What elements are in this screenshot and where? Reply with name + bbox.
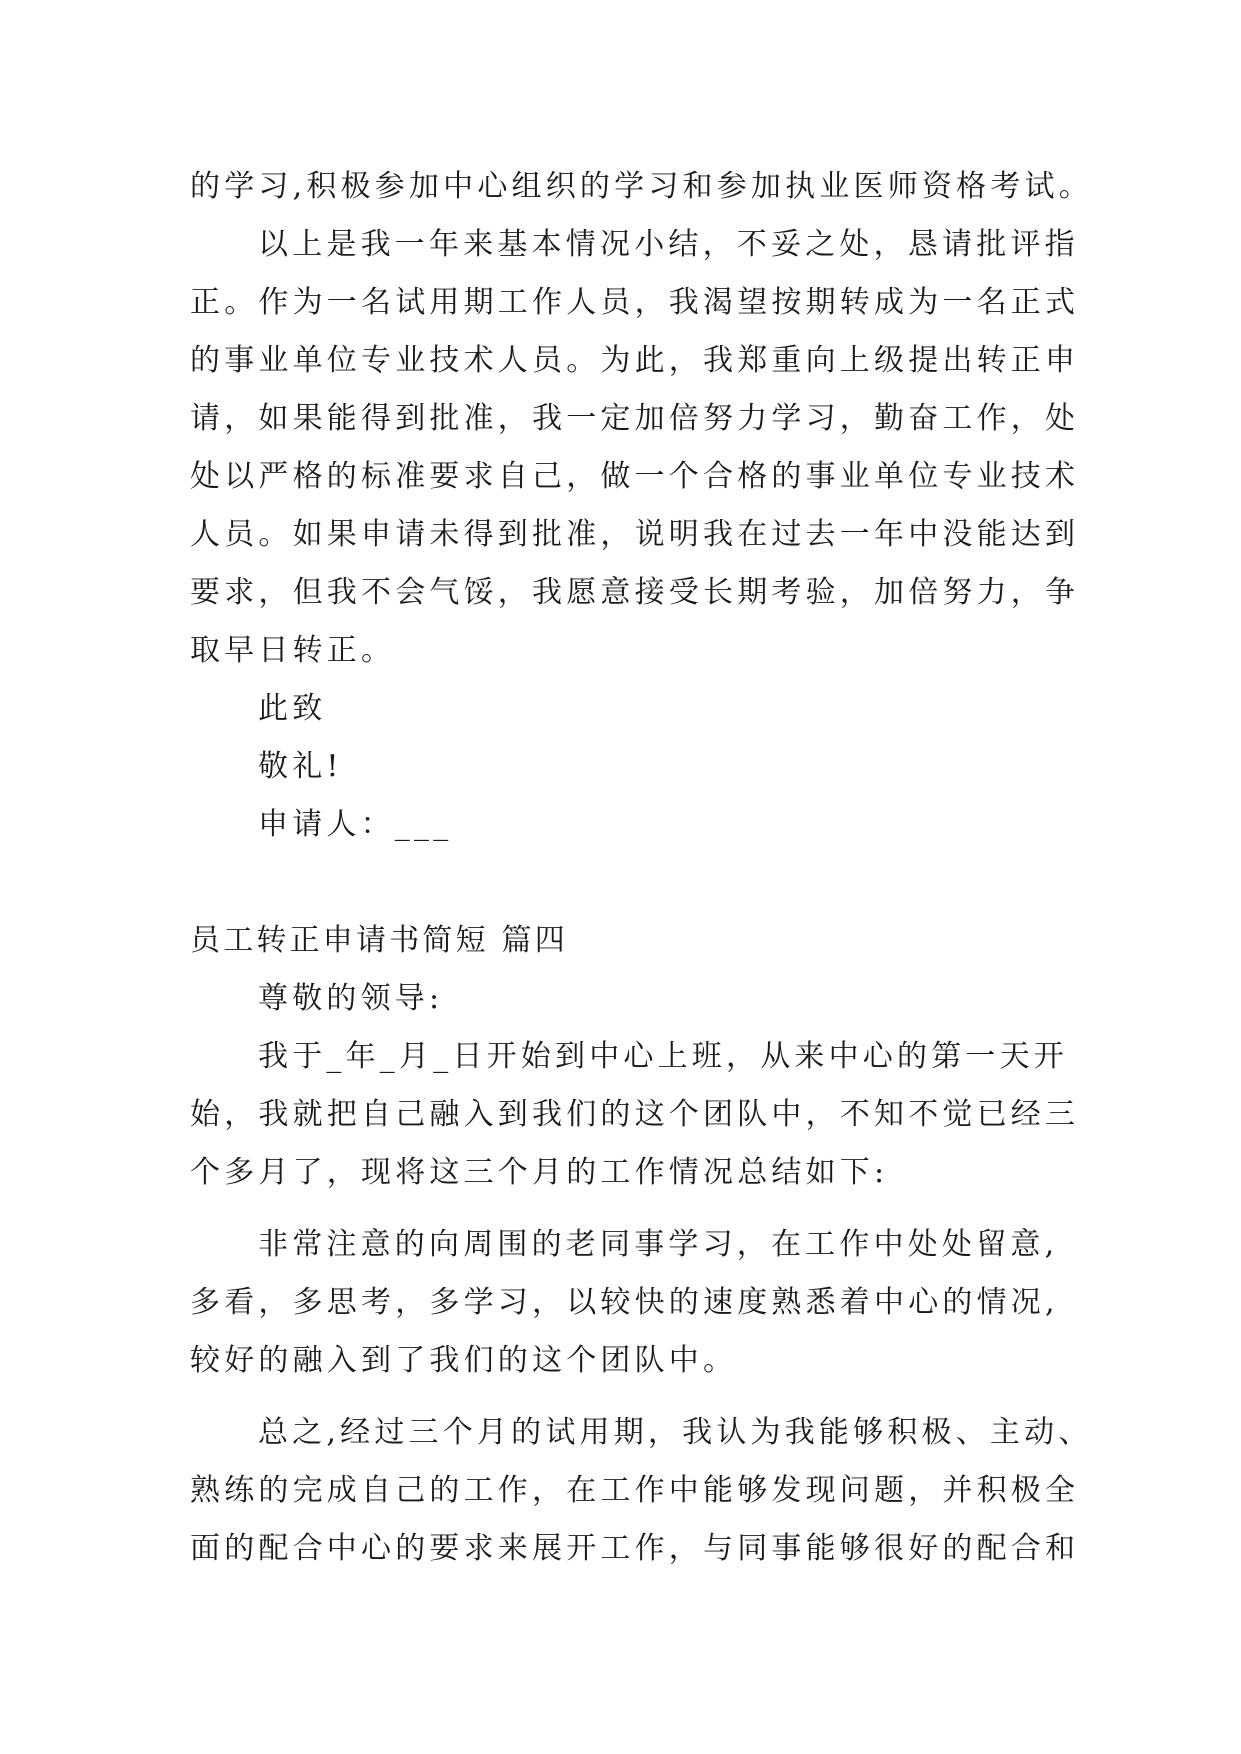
text-line: 请，如果能得到批准，我一定加倍努力学习，勤奋工作，处 bbox=[190, 401, 1080, 436]
text-line: 处以严格的标准要求自己，做一个合格的事业单位专业技术 bbox=[190, 459, 1080, 494]
text-line: 的学习,积极参加中心组织的学习和参加执业医师资格考试。 bbox=[190, 169, 1093, 204]
closing-line: 此致 bbox=[258, 691, 327, 726]
signature-line: 申请人：___ bbox=[258, 807, 453, 842]
text-line: 个多月了，现将这三个月的工作情况总结如下: bbox=[190, 1155, 889, 1190]
text-line: 非常注意的向周围的老同事学习，在工作中处处留意, bbox=[258, 1227, 1059, 1262]
section-title: 员工转正申请书简短 篇四 bbox=[190, 923, 568, 958]
document-page bbox=[190, 158, 1093, 1578]
text-line: 总之,经过三个月的试用期，我认为我能够积极、主动、 bbox=[258, 1415, 1093, 1450]
text-line: 始，我就把自己融入到我们的这个团队中，不知不觉已经三 bbox=[190, 1097, 1080, 1132]
text-line: 我于_年_月_日开始到中心上班，从来中心的第一天开 bbox=[258, 1039, 1068, 1074]
text-line: 较好的融入到了我们的这个团队中。 bbox=[190, 1343, 738, 1378]
text-line: 熟练的完成自己的工作，在工作中能够发现问题，并积极全 bbox=[190, 1473, 1080, 1508]
greeting-line: 尊敬的领导: bbox=[258, 981, 444, 1016]
text-line: 的事业单位专业技术人员。为此，我郑重向上级提出转正申 bbox=[190, 343, 1080, 378]
text-line: 面的配合中心的要求来展开工作，与同事能够很好的配合和 bbox=[190, 1531, 1080, 1566]
text-line: 要求，但我不会气馁，我愿意接受长期考验，加倍努力，争 bbox=[190, 575, 1080, 610]
text-line: 人员。如果申请未得到批准，说明我在过去一年中没能达到 bbox=[190, 517, 1080, 552]
text-line: 正。作为一名试用期工作人员，我渴望按期转成为一名正式 bbox=[190, 285, 1080, 320]
salute-line: 敬礼! bbox=[258, 749, 343, 784]
text-line: 取早日转正。 bbox=[190, 633, 396, 668]
text-line: 多看，多思考，多学习，以较快的速度熟悉着中心的情况, bbox=[190, 1285, 1059, 1320]
text-line: 以上是我一年来基本情况小结，不妥之处，恳请批评指 bbox=[258, 227, 1079, 262]
